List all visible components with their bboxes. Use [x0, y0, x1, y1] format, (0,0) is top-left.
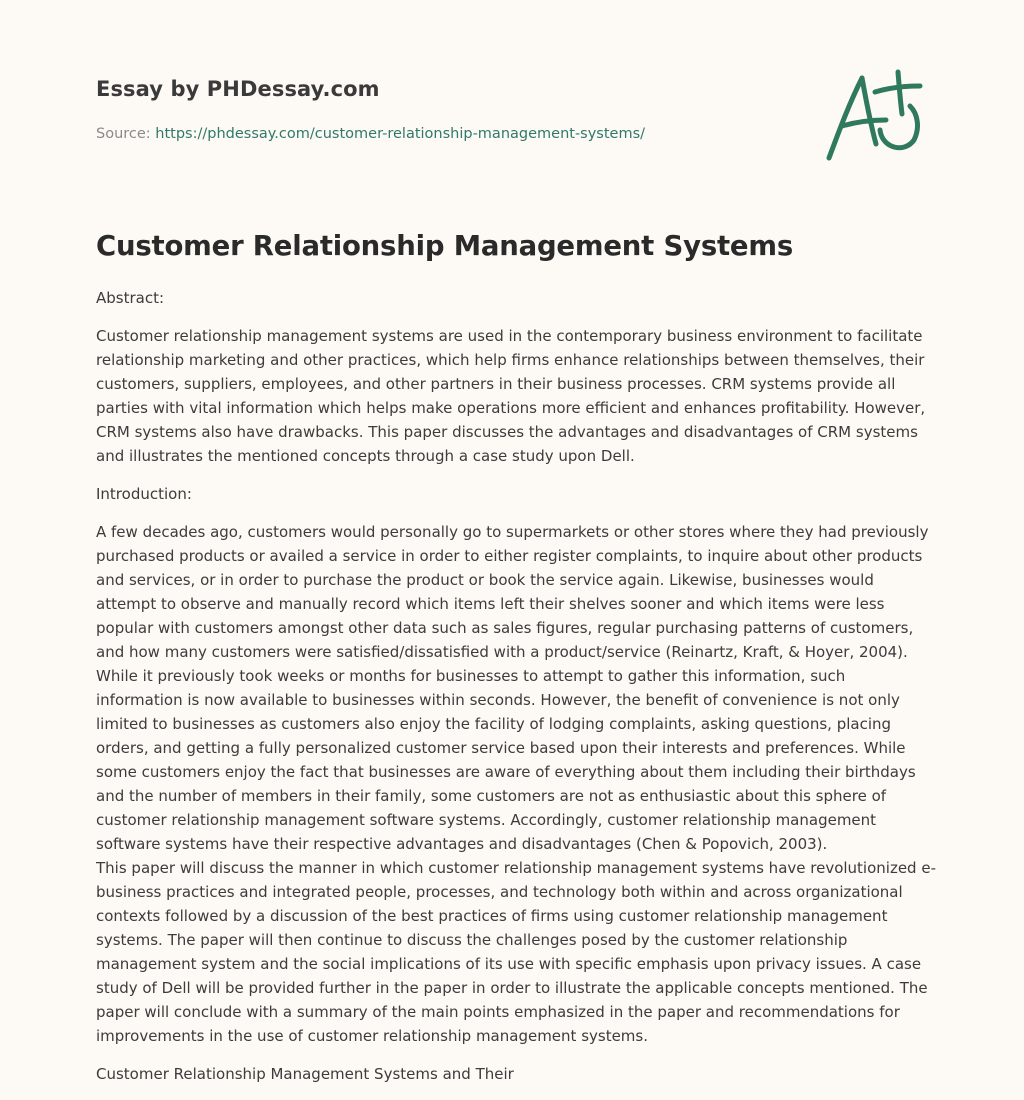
page-header [96, 74, 796, 144]
essay-title: Customer Relationship Management Systems [96, 230, 794, 262]
paragraph-paper-outline: This paper will discuss the manner in which customer relationship management systems have revolutionized e-business practices and integrated people, processes, and technology both within and across organizational contexts followed by a discussion of the best practices of firms using customer relationship management systems. The paper will then continue to discuss the challenges posed by the customer relationship management system and the social implications of its use with specific emphasis upon privacy issues. A case study of Dell will be provided further in the paper in order to illustrate the applicable concepts mentioned. The paper will conclude with a summary of the main points emphasized in the paper and recommendations for improvements in the use of customer relationship management systems. [96, 859, 936, 1045]
site-brand: Essay by PHDessay.com [96, 77, 380, 101]
paragraph-abstract: Customer relationship management systems are used in the contemporary business environment to facilitate relationship marketing and other practices, which help firms enhance relationships between themselves, their customers, suppliers, employees, and other partners in their business processes. CRM systems provide all parties with vital information which helps make operations more efficient and enhances profitability. However, CRM systems also have drawbacks. This paper discusses the advantages and disadvantages of CRM systems and illustrates the mentioned concepts through a case study upon Dell. [96, 327, 926, 465]
essay-body [96, 286, 936, 1100]
source-line [96, 124, 796, 144]
section-heading-crm-systems: Customer Relationship Management Systems and Their [96, 1065, 514, 1083]
section-heading-abstract: Abstract: [96, 289, 165, 307]
paragraph-introduction: A few decades ago, customers would personally go to supermarkets or other stores where they had previously purchased products or availed a service in order to either register complaints, to inquire about other products and services, or in order to purchase the product or book the service again. Likewise, businesses would attempt to observe and manually record which items left their shelves sooner and which items were less popular with customers amongst other data such as sales figures, regular purchasing patterns of customers, and how many customers were satisfied/dissatisfied with a product/service (Reinartz, Kraft, & Hoyer, 2004). While it previously took weeks or months for businesses to attempt to gather this information, such information is now available to businesses within seconds. However, the benefit of convenience is not only limited to businesses as customers also enjoy the facility of lodging complaints, asking questions, placing orders, and getting a fully personalized customer service based upon their interests and preferences. While some customers enjoy the fact that businesses are aware of everything about them including their birthdays and the number of members in their family, some customers are not as enthusiastic about this sphere of customer relationship management software systems. Accordingly, customer relationship management software systems have their respective advantages and disadvantages (Chen & Popovich, 2003). [96, 523, 929, 853]
section-heading-introduction: Introduction: [96, 485, 192, 503]
source-link[interactable]: https://phdessay.com/customer-relationship-management-systems/ [155, 126, 646, 142]
source-label: Source: [96, 126, 156, 142]
a-plus-logo-icon [820, 66, 930, 166]
